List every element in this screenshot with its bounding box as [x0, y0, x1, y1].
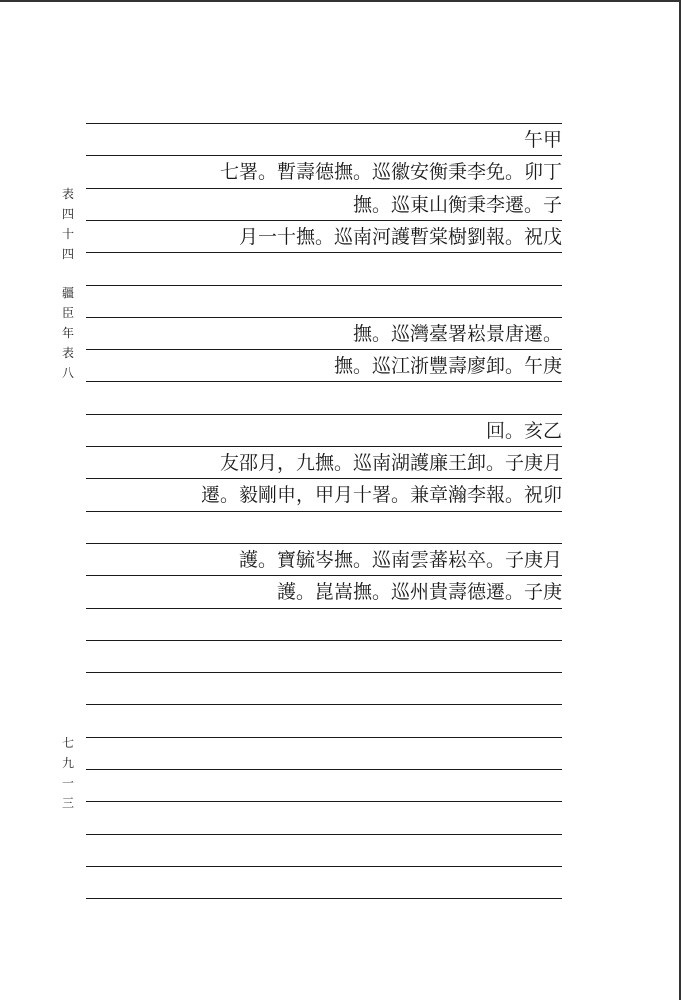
table-row — [86, 286, 562, 318]
margin-table-title-text: 疆 臣 年 表 八 — [61, 286, 74, 380]
table-row — [86, 738, 562, 770]
row-text: 午甲 — [523, 129, 562, 151]
margin-table-title — [58, 283, 78, 383]
table-row — [86, 253, 562, 285]
margin-page-number-text: 七 九 一 三 — [61, 736, 74, 810]
row-text: 遷。毅剛申，甲月十署。兼章瀚李報。祝卯 — [200, 484, 562, 507]
table-row — [86, 770, 562, 802]
table-row — [86, 544, 562, 576]
row-text: 撫。巡東山衡秉李遷。子 — [352, 193, 562, 216]
table-row — [86, 124, 562, 156]
table-row — [86, 189, 562, 221]
margin-section-title — [58, 184, 78, 264]
row-text: 撫。巡江浙豐壽廖卸。午庚 — [333, 355, 562, 378]
table-row — [86, 415, 562, 447]
margin-page-number — [58, 733, 78, 813]
row-text: 友邵月，九撫。巡南湖護廉王卸。子庚月 — [219, 452, 562, 474]
row-text: 護。崑嵩撫。巡州貴壽德遷。子庚 — [276, 581, 562, 604]
table-row — [86, 802, 562, 834]
table-row — [86, 479, 562, 511]
table-row — [86, 609, 562, 641]
table-row — [86, 835, 562, 867]
table-row — [86, 641, 562, 673]
row-text: 七署。暫壽德撫。巡徽安衡秉李免。卯丁 — [219, 161, 562, 184]
table-row — [86, 350, 562, 382]
table-row — [86, 156, 562, 188]
table-row — [86, 512, 562, 544]
table-row — [86, 447, 562, 479]
margin-section-title-text: 表 四 十 四 — [61, 187, 74, 261]
year-table — [86, 123, 562, 913]
table-row — [86, 576, 562, 608]
row-text: 月一十撫。巡南河護暫棠樹劉報。祝戊 — [238, 225, 562, 248]
table-row — [86, 382, 562, 414]
table-row — [86, 867, 562, 899]
row-text: 回。亥乙 — [485, 419, 562, 442]
table-row — [86, 673, 562, 705]
table-row — [86, 318, 562, 350]
page-frame-top — [0, 0, 681, 2]
table-row — [86, 221, 562, 253]
row-text: 護。寶毓岑撫。巡南雲蕃崧卒。子庚月 — [238, 548, 562, 571]
row-text: 撫。巡灣臺署崧景唐遷。 — [352, 322, 562, 345]
table-row — [86, 705, 562, 737]
